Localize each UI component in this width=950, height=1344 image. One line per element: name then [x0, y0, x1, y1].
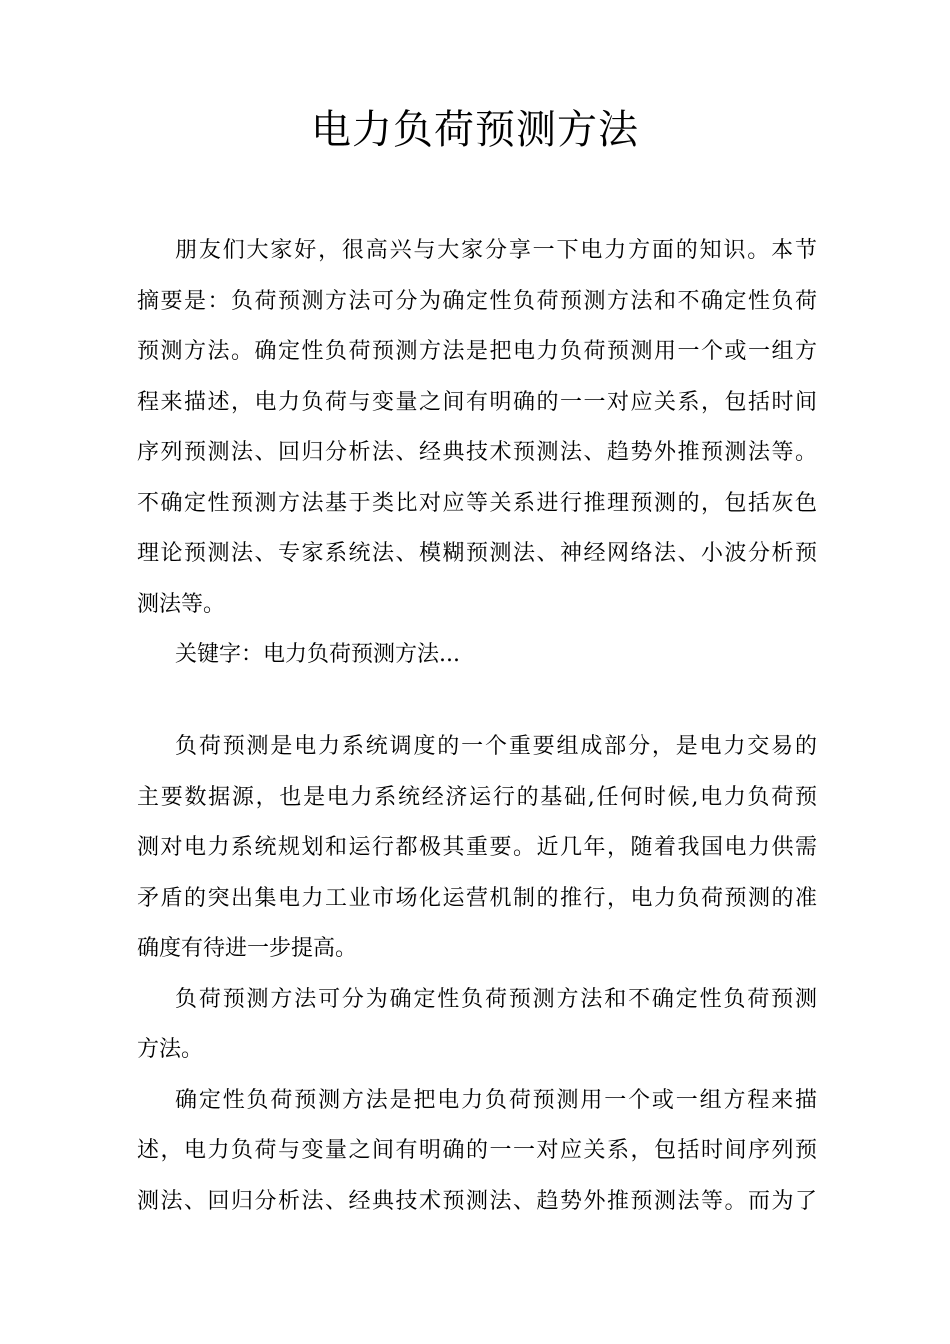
text-line: 预测方法。确定性负荷预测方法是把电力负荷预测用一个或一组方: [137, 339, 817, 364]
text-line: 确定性负荷预测方法是把电力负荷预测用一个或一组方程来描: [175, 1087, 817, 1113]
text-line: 方法。: [137, 1037, 204, 1062]
keywords-line: [137, 630, 817, 681]
text-line: 负荷预测方法可分为确定性负荷预测方法和不确定性负荷预测: [175, 986, 817, 1012]
text-line: 程来描述，电力负荷与变量之间有明确的一一对应关系，包括时间: [137, 389, 817, 415]
text-line: 测对电力系统规划和运行都极其重要。近几年，随着我国电力供需: [137, 835, 817, 860]
keywords-text: 关键字：电力负荷预测方法...: [175, 642, 460, 667]
text-line: 朋友们大家好，很高兴与大家分享一下电力方面的知识。本节: [175, 238, 817, 263]
text-line: 确度有待进一步提高。: [137, 936, 358, 961]
body-paragraph-1: [137, 722, 817, 975]
text-line: 序列预测法、回归分析法、经典技术预测法、趋势外推预测法等。: [137, 440, 817, 465]
body-paragraph-2: [137, 975, 817, 1076]
text-line: 主要数据源，也是电力系统经济运行的基础,任何时候,电力负荷预: [137, 784, 817, 810]
abstract-paragraph: [137, 226, 817, 630]
text-line: 述，电力负荷与变量之间有明确的一一对应关系，包括时间序列预: [137, 1138, 817, 1163]
text-line: 负荷预测是电力系统调度的一个重要组成部分，是电力交易的: [175, 734, 817, 759]
text-line: 矛盾的突出集电力工业市场化运营机制的推行，电力负荷预测的准: [137, 885, 817, 911]
body-paragraph-3: [137, 1076, 817, 1228]
text-line: 测法等。: [137, 591, 226, 617]
document-title: 电力负荷预测方法: [311, 107, 639, 153]
text-line: 摘要是：负荷预测方法可分为确定性负荷预测方法和不确定性负荷: [137, 288, 817, 314]
text-line: 测法、回归分析法、经典技术预测法、趋势外推预测法等。而为了: [137, 1188, 817, 1214]
text-line: 理论预测法、专家系统法、模糊预测法、神经网络法、小波分析预: [137, 541, 817, 566]
text-line: 不确定性预测方法基于类比对应等关系进行推理预测的，包括灰色: [137, 490, 817, 516]
